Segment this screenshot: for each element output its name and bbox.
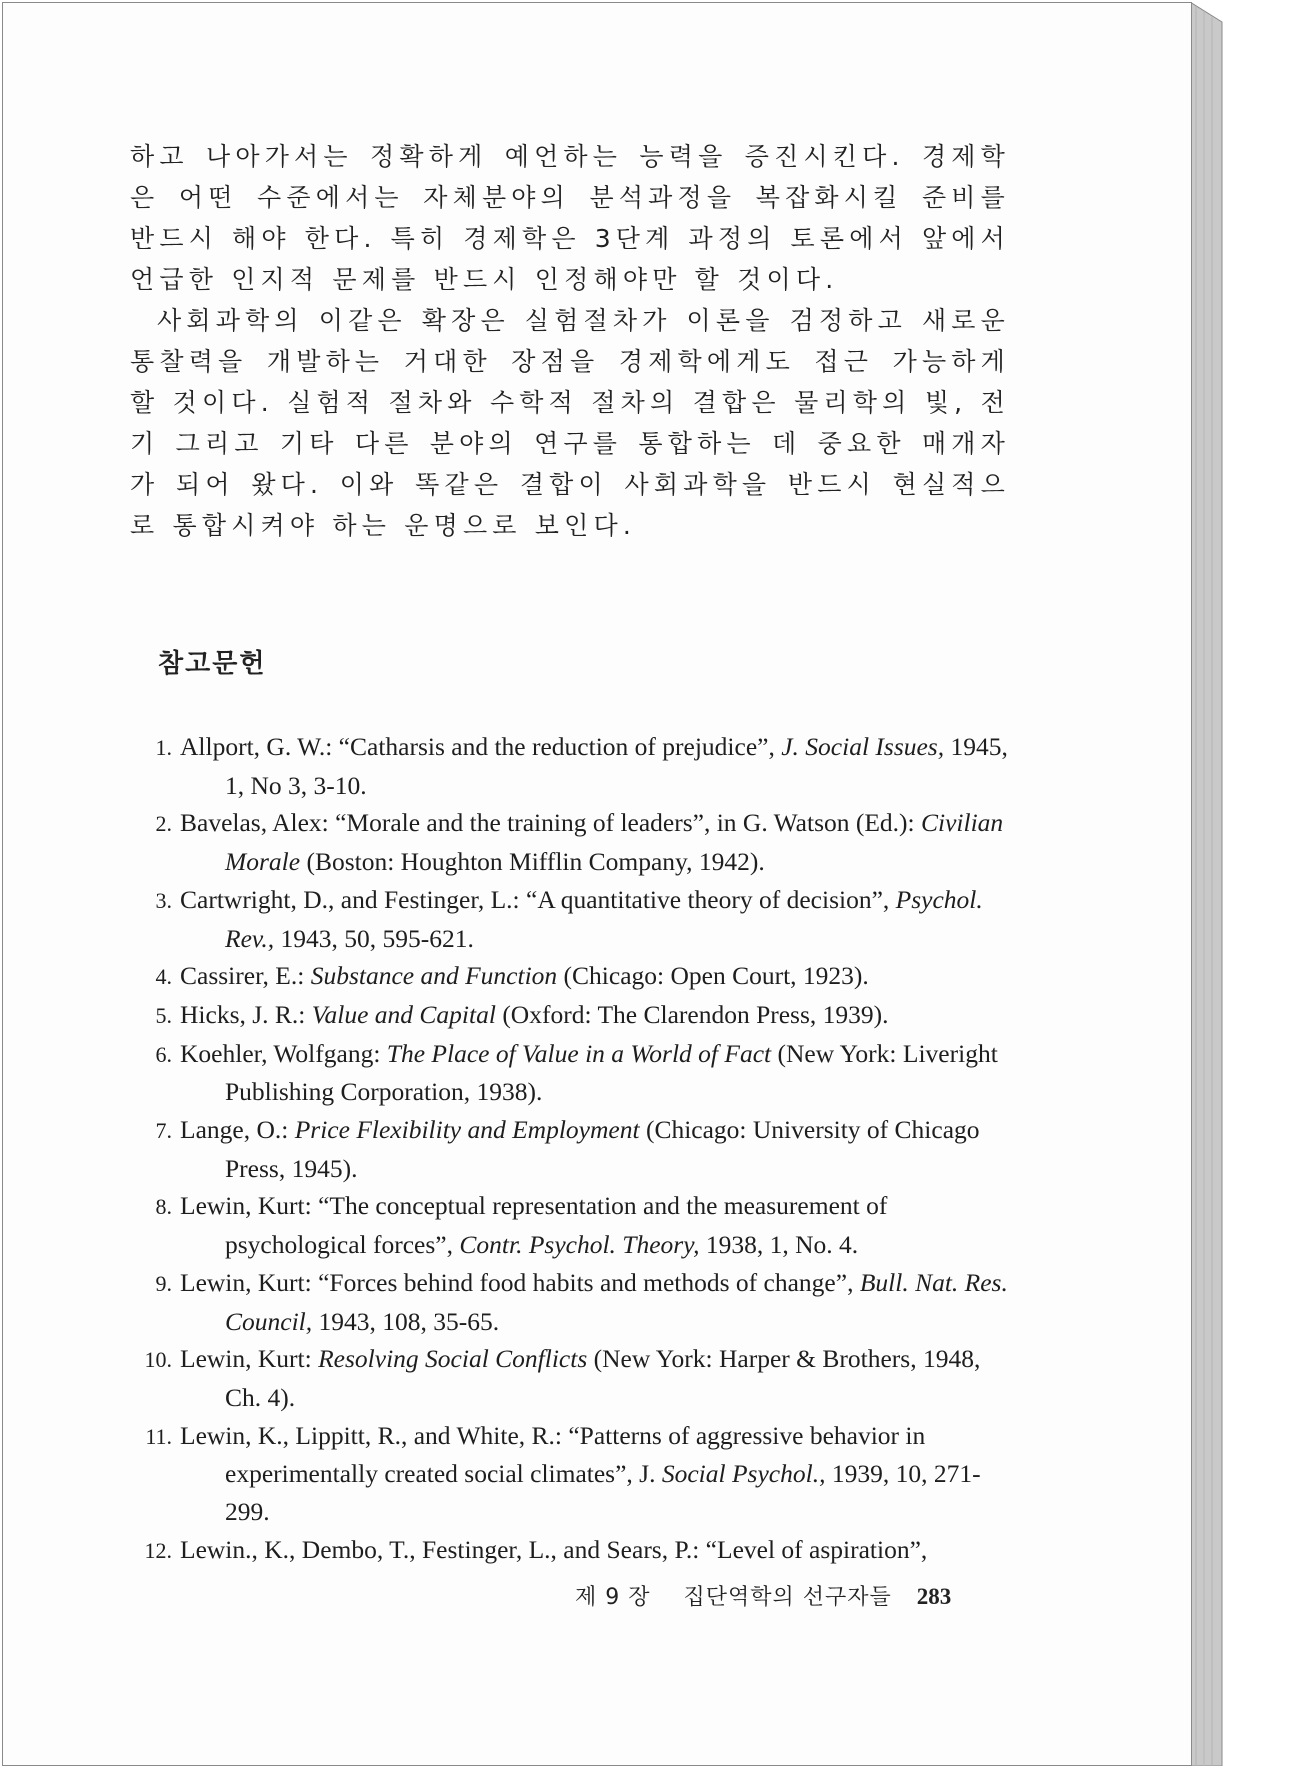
reference-number: 10. [144, 1347, 172, 1373]
reference-title-italic: Resolving Social Conflicts [318, 1344, 588, 1374]
reference-title-italic: Social Psychol., [661, 1459, 826, 1489]
reference-item [130, 881, 1020, 957]
reference-number: 2. [155, 811, 172, 837]
references-heading: 참고문헌 [158, 649, 267, 679]
reference-text: 1943, 50, 595-621. [274, 923, 474, 953]
reference-text: Lewin., K., Dembo, T., Festinger, L., and Sears, P.: “Level of aspiration”, [180, 1534, 928, 1564]
reference-item [130, 728, 1020, 804]
reference-item [130, 1531, 1020, 1570]
reference-number: 4. [155, 964, 172, 990]
reference-text: Lange, O.: [180, 1115, 295, 1145]
reference-number: 5. [155, 1002, 172, 1028]
reference-title-italic: Bull. Nat. Res. Council, [225, 1267, 1008, 1336]
reference-text: Lewin, K., Lippitt, R., and White, R.: “Patterns of aggressive behavior in experimentally created social climates”, J. [180, 1420, 926, 1489]
reference-text: 1938, 1, No. 4. [699, 1230, 859, 1260]
reference-number: 11. [145, 1423, 172, 1449]
reference-text: (Chicago: University of Chicago Press, 1945). [225, 1115, 980, 1183]
reference-number: 1. [155, 735, 172, 760]
reference-title-italic: Price Flexibility and Employment [294, 1115, 640, 1145]
reference-text: Cassirer, E.: [180, 961, 311, 991]
reference-text: (New York: Harper & Brothers, 1948, Ch. 4). [225, 1344, 981, 1412]
reference-list [130, 728, 1020, 1569]
reference-number: 12. [144, 1537, 172, 1563]
reference-number: 6. [155, 1041, 172, 1067]
reference-item [130, 1417, 1020, 1531]
reference-text: Koehler, Wolfgang: [180, 1038, 387, 1068]
reference-text: Lewin, Kurt: “The conceptual representation and the measurement of psychological forces”, [180, 1191, 888, 1260]
reference-title-italic: The Place of Value in a World of Fact [386, 1038, 772, 1068]
footer-chapter: 제 9 장 [575, 1585, 651, 1610]
reference-title-italic: Substance and Function [310, 961, 558, 991]
reference-number: 9. [155, 1270, 172, 1296]
page-stack-edge [1190, 2, 1230, 1766]
reference-text: 1943, 108, 35-65. [312, 1306, 500, 1336]
reference-text: Allport, G. W.: “Catharsis and the reduction of prejudice”, [180, 732, 782, 761]
paragraph-2: 사회과학의 이같은 확장은 실험절차가 이론을 검정하고 새로운 통찰력을 개발하는 거대한 장점을 경제학에게도 접근 가능하게 할 것이다. 실험적 절차와 수학적 절차의 결합은 물리학의 빛, 전기 그리고 기타 다른 분야의 연구를 통합하는 데 중요한 매개자가 되어 왔다. 이와 똑같은 결합이 사회과학을 반드시 현실적으로 통합시켜야 하는 운명으로 보인다. [130, 306, 1010, 540]
reference-item [130, 1187, 1020, 1263]
reference-title-italic: Civilian Morale [225, 808, 1004, 877]
reference-text: (New York: Liveright Publishing Corporation, 1938). [225, 1038, 998, 1107]
reference-title-italic: Contr. Psychol. Theory, [459, 1230, 700, 1260]
reference-item [130, 1111, 1020, 1187]
paragraph-1: 하고 나아가서는 정확하게 예언하는 능력을 증진시킨다. 경제학은 어떤 수준에서는 자체분야의 분석과정을 복잡화시킬 준비를 반드시 해야 한다. 특히 경제학은 3단계 과정의 토론에서 앞에서 언급한 인지적 문제를 반드시 인정해야만 할 것이다. [130, 142, 1010, 294]
reference-number: 7. [155, 1118, 172, 1144]
reference-text: Cartwright, D., and Festinger, L.: “A quantitative theory of decision”, [180, 884, 896, 914]
reference-text: (Chicago: Open Court, 1923). [557, 961, 869, 991]
reference-text: Lewin, Kurt: [180, 1344, 319, 1374]
reference-title-italic: Psychol. Rev., [225, 884, 983, 953]
reference-text: Lewin, Kurt: “Forces behind food habits and methods of change”, [180, 1267, 860, 1297]
reference-text: (Boston: Houghton Mifflin Company, 1942). [300, 847, 765, 877]
page-number: 283 [916, 1584, 952, 1609]
reference-item [130, 957, 1020, 996]
reference-item [130, 1340, 1020, 1416]
body-text [130, 136, 1010, 546]
reference-item [130, 804, 1020, 880]
reference-title-italic: Value and Capital [311, 999, 496, 1029]
reference-text: Hicks, J. R.: [180, 999, 312, 1029]
reference-number: 8. [155, 1194, 172, 1220]
reference-title-italic: J. Social Issues, [781, 732, 945, 761]
footer-chapter-title: 집단역학의 선구자들 [683, 1585, 892, 1610]
reference-item [130, 996, 1020, 1035]
reference-item [130, 1264, 1020, 1340]
reference-item [130, 1035, 1020, 1111]
reference-text: 1939, 10, 271-299. [225, 1459, 981, 1527]
reference-text: Bavelas, Alex: “Morale and the training of leaders”, in G. Watson (Ed.): [180, 808, 922, 838]
reference-number: 3. [155, 887, 172, 913]
reference-text: (Oxford: The Clarendon Press, 1939). [495, 999, 889, 1029]
page-footer [575, 1580, 951, 1611]
reference-text: 1945, 1, No 3, 3-10. [225, 732, 1008, 800]
